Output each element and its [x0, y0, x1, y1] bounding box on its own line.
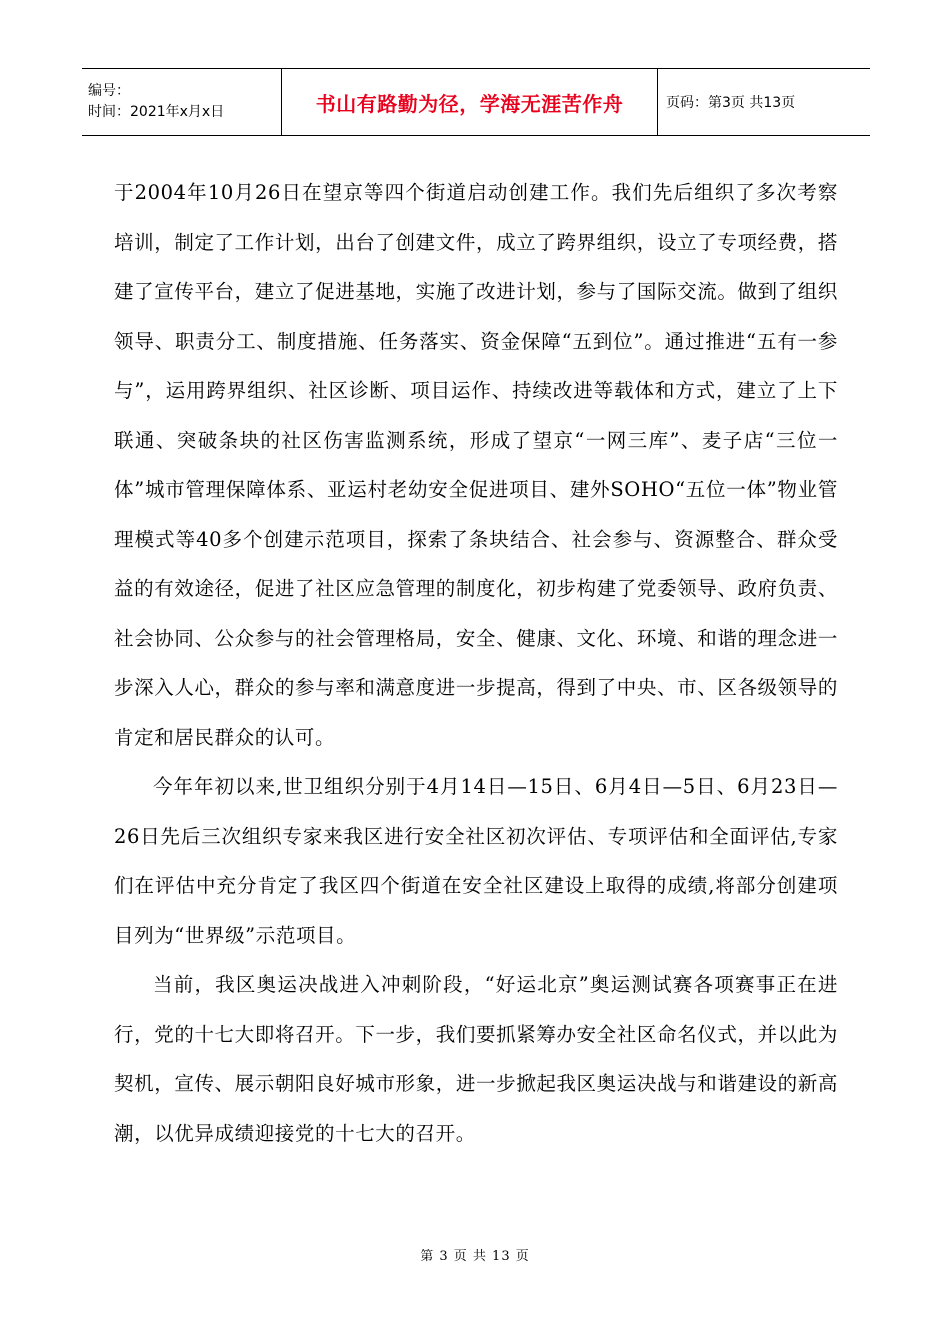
time-label: 时间：2021年x月x日 — [88, 104, 225, 120]
paragraph-2: 今年年初以来,世卫组织分别于4月14日—15日、6月4日—5日、6月23日—26日先后三次组织专家来我区进行安全社区初次评估、专项评估和全面评估,专家们在评估中充分肯定了我区四个街道在安全社区建设上取得的成绩,将部分创建项目列为“世界级”示范项目。 — [114, 775, 838, 947]
doc-number-label: 编号： — [88, 83, 130, 99]
body-text — [114, 168, 838, 1158]
header-info-cell — [82, 69, 282, 135]
header-page-code: 页码：第3页 共13页 — [666, 95, 796, 111]
header-slogan: 书山有路勤为径，学海无涯苦作舟 — [315, 91, 624, 116]
header-slogan-cell — [282, 69, 658, 135]
page-header — [82, 68, 870, 136]
page-footer: 第 3 页 共 13 页 — [420, 1249, 530, 1264]
paragraph-1: 于2004年10月26日在望京等四个街道启动创建工作。我们先后组织了多次考察培训，制定了工作计划，出台了创建文件，成立了跨界组织，设立了专项经费，搭建了宣传平台，建立了促进基地，实施了改进计划，参与了国际交流。做到了组织领导、职责分工、制度措施、任务落实、资金保障“五到位”。通过推进“五有一参与”，运用跨界组织、社区诊断、项目运作、持续改进等载体和方式，建立了上下联通、突破条块的社区伤害监测系统，形成了望京“一网三库”、麦子店“三位一体”城市管理保障体系、亚运村老幼安全促进项目、建外SOHO“五位一体”物业管理模式等40多个创建示范项目，探索了条块结合、社会参与、资源整合、群众受益的有效途径，促进了社区应急管理的制度化，初步构建了党委领导、政府负责、社会协同、公众参与的社会管理格局，安全、健康、文化、环境、和谐的理念进一步深入人心，群众的参与率和满意度进一步提高，得到了中央、市、区各级领导的肯定和居民群众的认可。 — [114, 181, 838, 749]
paragraph-3: 当前，我区奥运决战进入冲刺阶段，“好运北京”奥运测试赛各项赛事正在进行，党的十七大即将召开。下一步，我们要抓紧筹办安全社区命名仪式，并以此为契机，宣传、展示朝阳良好城市形象，进一步掀起我区奥运决战与和谐建设的新高潮，以优异成绩迎接党的十七大的召开。 — [114, 973, 838, 1145]
header-page-cell — [658, 69, 870, 135]
